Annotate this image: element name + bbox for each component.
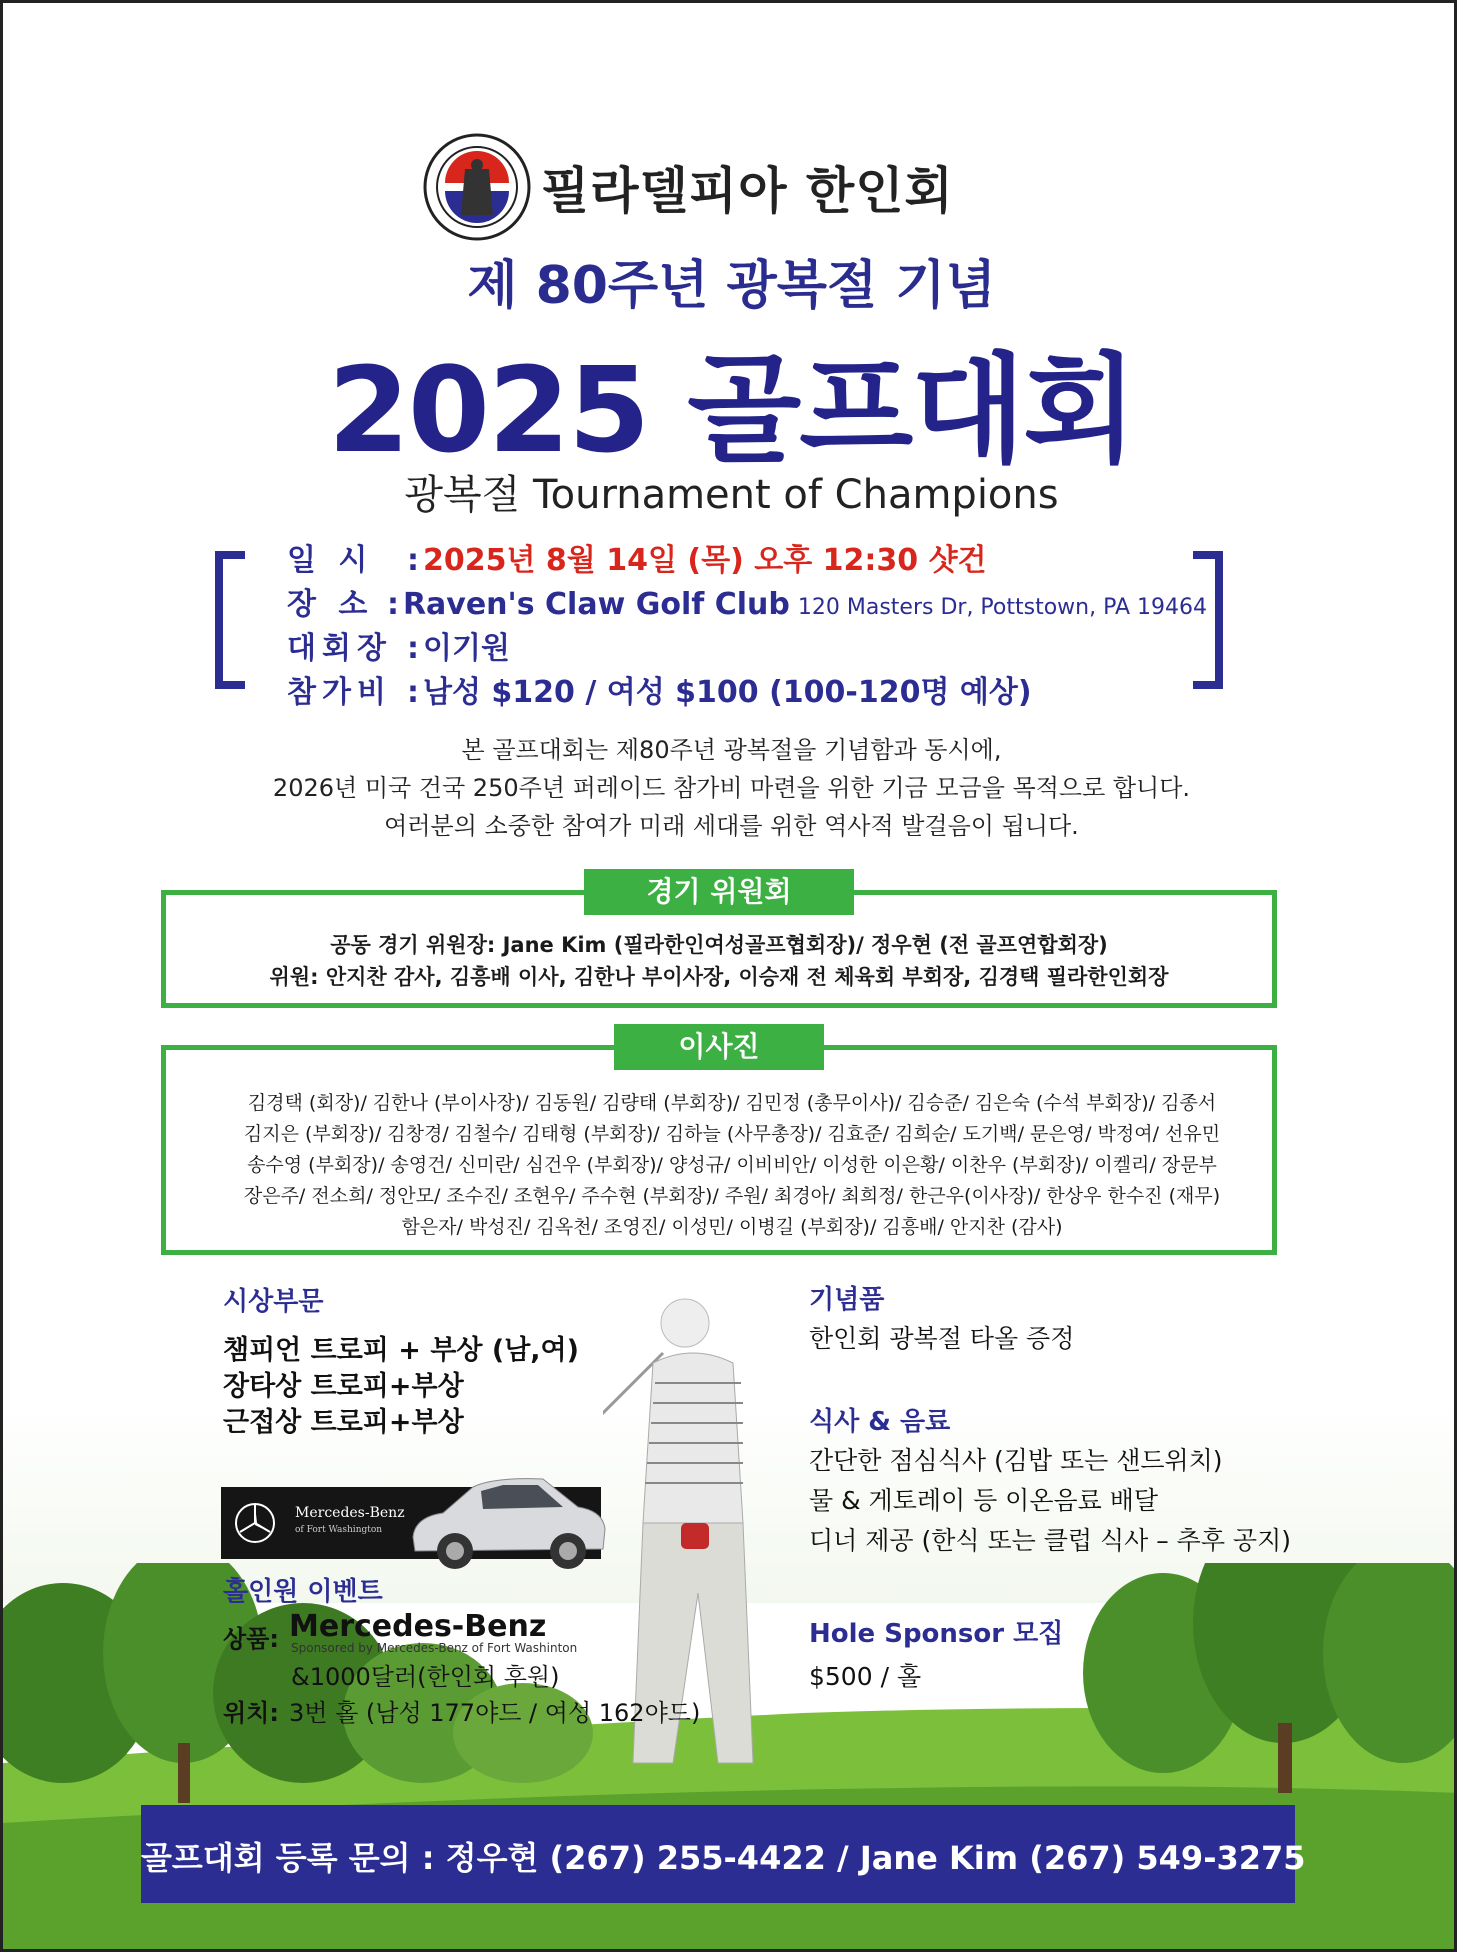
committee-heading: 경기 위원회 [584,869,854,915]
board-line: 김경택 (회장)/ 김한나 (부이사장)/ 김동원/ 김량태 (부회장)/ 김민정 (총무이사)/ 김승준/ 김은숙 (수석 부회장)/ 김종서 [247,1092,1217,1114]
meal-item: 물 & 게토레이 등 이온음료 배달 [809,1486,1159,1515]
committee-box [161,875,1277,1008]
info-label: 장 소 [287,587,374,622]
description-line: 본 골프대회는 제80주년 광복절을 기념함과 동시에, [461,736,1002,764]
info-label: 일 시 [287,543,374,578]
board-line: 함은자/ 박성진/ 김옥천/ 조영진/ 이성민/ 이병길 (부회장)/ 김흥배/ 안지찬 (감사) [401,1216,1063,1238]
info-label: 참가비 [287,675,392,710]
committee-line: 공동 경기 위원장: Jane Kim (필라한인여성골프협회장)/ 정우현 (전 골프연합회장) [330,933,1108,957]
mercedes-dealer: of Fort Washington [295,1525,383,1535]
registration-contact: 골프대회 등록 문의 : 정우현 (267) 255-4422 / Jane Kim (267) 549-3275 [141,1839,1306,1877]
prize-name: Mercedes-Benz [289,1609,547,1644]
board-body [202,1088,1262,1243]
hole-sponsor-title: Hole Sponsor 모집 [809,1619,1064,1649]
event-info [287,535,1207,711]
hole-in-one-title: 홀인원 이벤트 [223,1577,383,1607]
info-label: 대회장 [287,631,392,666]
board-line: 송수영 (부회장)/ 송영건/ 신미란/ 심건우 (부회장)/ 양성규/ 이비비안/ 이성한 이은황/ 이찬우 (부회장)/ 이켈리/ 장문부 [247,1154,1217,1176]
info-colon: : [407,631,419,666]
prize-label: 상품: [223,1625,279,1653]
meals-list [809,1441,1291,1561]
meals-title: 식사 & 음료 [809,1407,951,1437]
event-subtitle: 제 80주년 광복절 기념 [467,256,996,316]
committee-line: 위원: 안지찬 감사, 김흥배 이사, 김한나 부이사장, 이승재 전 체육회 부회장, 김경택 필라한인회장 [269,965,1169,989]
prize-sponsor-note: Sponsored by Mercedes-Benz of Fort Washinton [291,1641,578,1655]
hole-sponsor-price: $500 / 홀 [809,1662,922,1691]
board-heading: 이사진 [614,1024,824,1070]
info-value: 2025년 8월 14일 (목) 오후 12:30 샷건 [423,543,987,578]
info-row-datetime [287,535,1207,579]
description-line: 2026년 미국 건국 250주년 퍼레이드 참가비 마련을 위한 기금 모금을 목적으로 합니다. [272,774,1191,802]
registration-bar [141,1805,1306,1903]
org-name: 필라델피아 한인회 [541,162,954,220]
awards-list [223,1333,579,1441]
venue-address: 120 Masters Dr, Pottstown, PA 19464 [797,595,1207,620]
description-line: 여러분의 소중한 참여가 미래 세대를 위한 역사적 발걸음이 됩니다. [384,812,1079,840]
board-line: 김지은 (부회장)/ 김창경/ 김철수/ 김태형 (부회장)/ 김하늘 (사무총장)/ 김효준/ 김희순/ 도기백/ 문은영/ 박정여/ 선유민 [243,1123,1221,1145]
info-row-fee [287,667,1207,711]
info-row-venue [287,579,1207,623]
mercedes-brand: Mercedes-Benz [295,1505,405,1521]
location-label: 위치: [223,1699,279,1727]
souvenir-title: 기념품 [809,1285,885,1315]
souvenir-text: 한인회 광복절 타올 증정 [809,1324,1075,1353]
meal-item: 디너 제공 (한식 또는 클럽 식사 – 추후 공지) [809,1526,1291,1555]
award-item: 장타상 트로피+부상 [223,1371,464,1402]
info-row-chair [287,623,1207,667]
header-org [423,133,1063,223]
board-box [161,1030,1277,1255]
awards-title: 시상부문 [223,1287,324,1317]
car-image [403,1467,613,1577]
info-value: Raven's Claw Golf Club [402,587,790,622]
mercedes-star-icon [233,1501,277,1545]
award-item: 챔피언 트로피 + 부상 (남,여) [223,1335,579,1366]
hole-location: 3번 홀 (남성 177야드 / 여성 162야드) [289,1699,701,1727]
board-line: 장은주/ 전소희/ 정안모/ 조수진/ 조현우/ 주수현 (부회장)/ 주원/ 최경아/ 최희정/ 한근우(이사장)/ 한상우 한수진 (재무) [243,1185,1221,1207]
info-colon: : [407,543,419,578]
info-colon: : [407,675,419,710]
event-title: 2025 골프대회 [327,341,1136,479]
left-bracket [215,551,245,689]
meal-item: 간단한 점심식사 (김밥 또는 샌드위치) [809,1446,1223,1475]
prize-money: &1000달러(한인회 후원) [291,1663,560,1691]
award-item: 근접상 트로피+부상 [223,1407,464,1438]
korean-association-seal-icon [423,133,531,241]
committee-body [166,929,1272,993]
info-value: 이기원 [423,631,510,666]
event-description [3,731,1457,845]
info-colon: : [386,587,399,622]
info-value: 남성 $120 / 여성 $100 (100-120명 예상) [423,675,1032,710]
event-tagline: 광복절 Tournament of Champions [404,472,1059,518]
